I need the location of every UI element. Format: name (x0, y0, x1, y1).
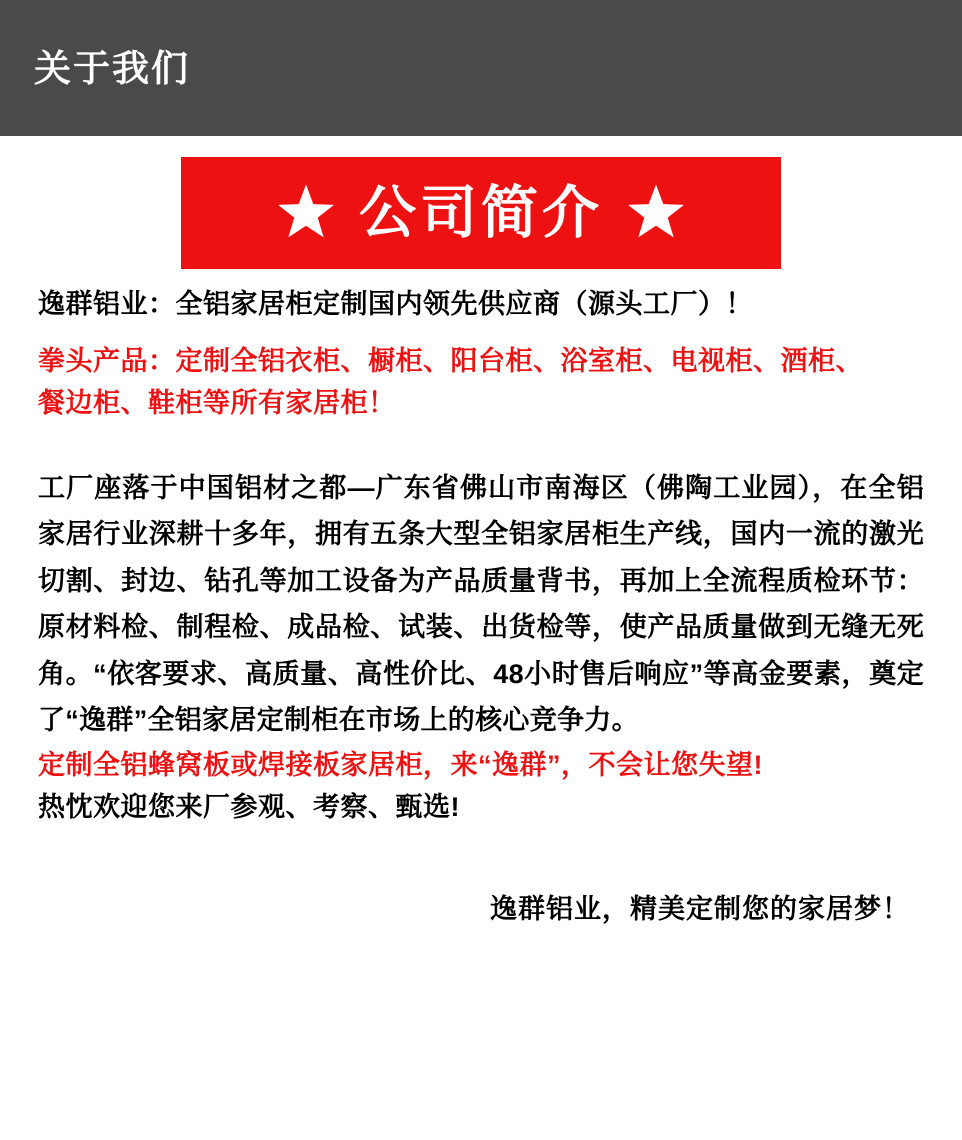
page-title: 关于我们 (34, 47, 190, 89)
highlight-line-2: 餐边柜、鞋柜等所有家居柜！ (38, 388, 396, 419)
spacer (38, 269, 924, 283)
spacer (38, 425, 924, 465)
closing-red-line: 定制全铝蜂窝板或焊接板家居柜，来“逸群”，不会让您失望! (38, 749, 763, 780)
closing-black-line: 热忱欢迎您来厂参观、考察、甄选! (38, 792, 460, 823)
spacer (38, 829, 924, 887)
spacer (38, 326, 924, 340)
banner-container (0, 157, 962, 269)
banner-title: 公司简介 (359, 180, 603, 245)
about-content (0, 269, 962, 926)
intro-line: 逸群铝业：全铝家居柜定制国内领先供应商（源头工厂）！ (38, 289, 753, 319)
company-profile-banner (181, 157, 781, 269)
star-icon (275, 182, 337, 244)
company-slogan: 逸群铝业，精美定制您的家居梦！ (490, 893, 910, 924)
main-paragraph: 工厂座落于中国铝材之都—广东省佛山市南海区（佛陶工业园），在全铝家居行业深耕十多年，拥有五条大型全铝家居柜生产线，国内一流的激光切割、封边、钻孔等加工设备为产品质量背书，再加上全流程质检环节：原材料检、制程检、成品检、试装、出货检等，使产品质量做到无缝无死角。“依客要求、高质量、高性价比、48小时售后响应”等高金要素，奠定了“逸群”全铝家居定制柜在市场上的核心竞争力。 (38, 472, 924, 736)
highlight-line-1: 拳头产品：定制全铝衣柜、橱柜、阳台柜、浴室柜、电视柜、酒柜、 (38, 345, 863, 376)
star-icon (625, 182, 687, 244)
page-header (0, 0, 962, 136)
